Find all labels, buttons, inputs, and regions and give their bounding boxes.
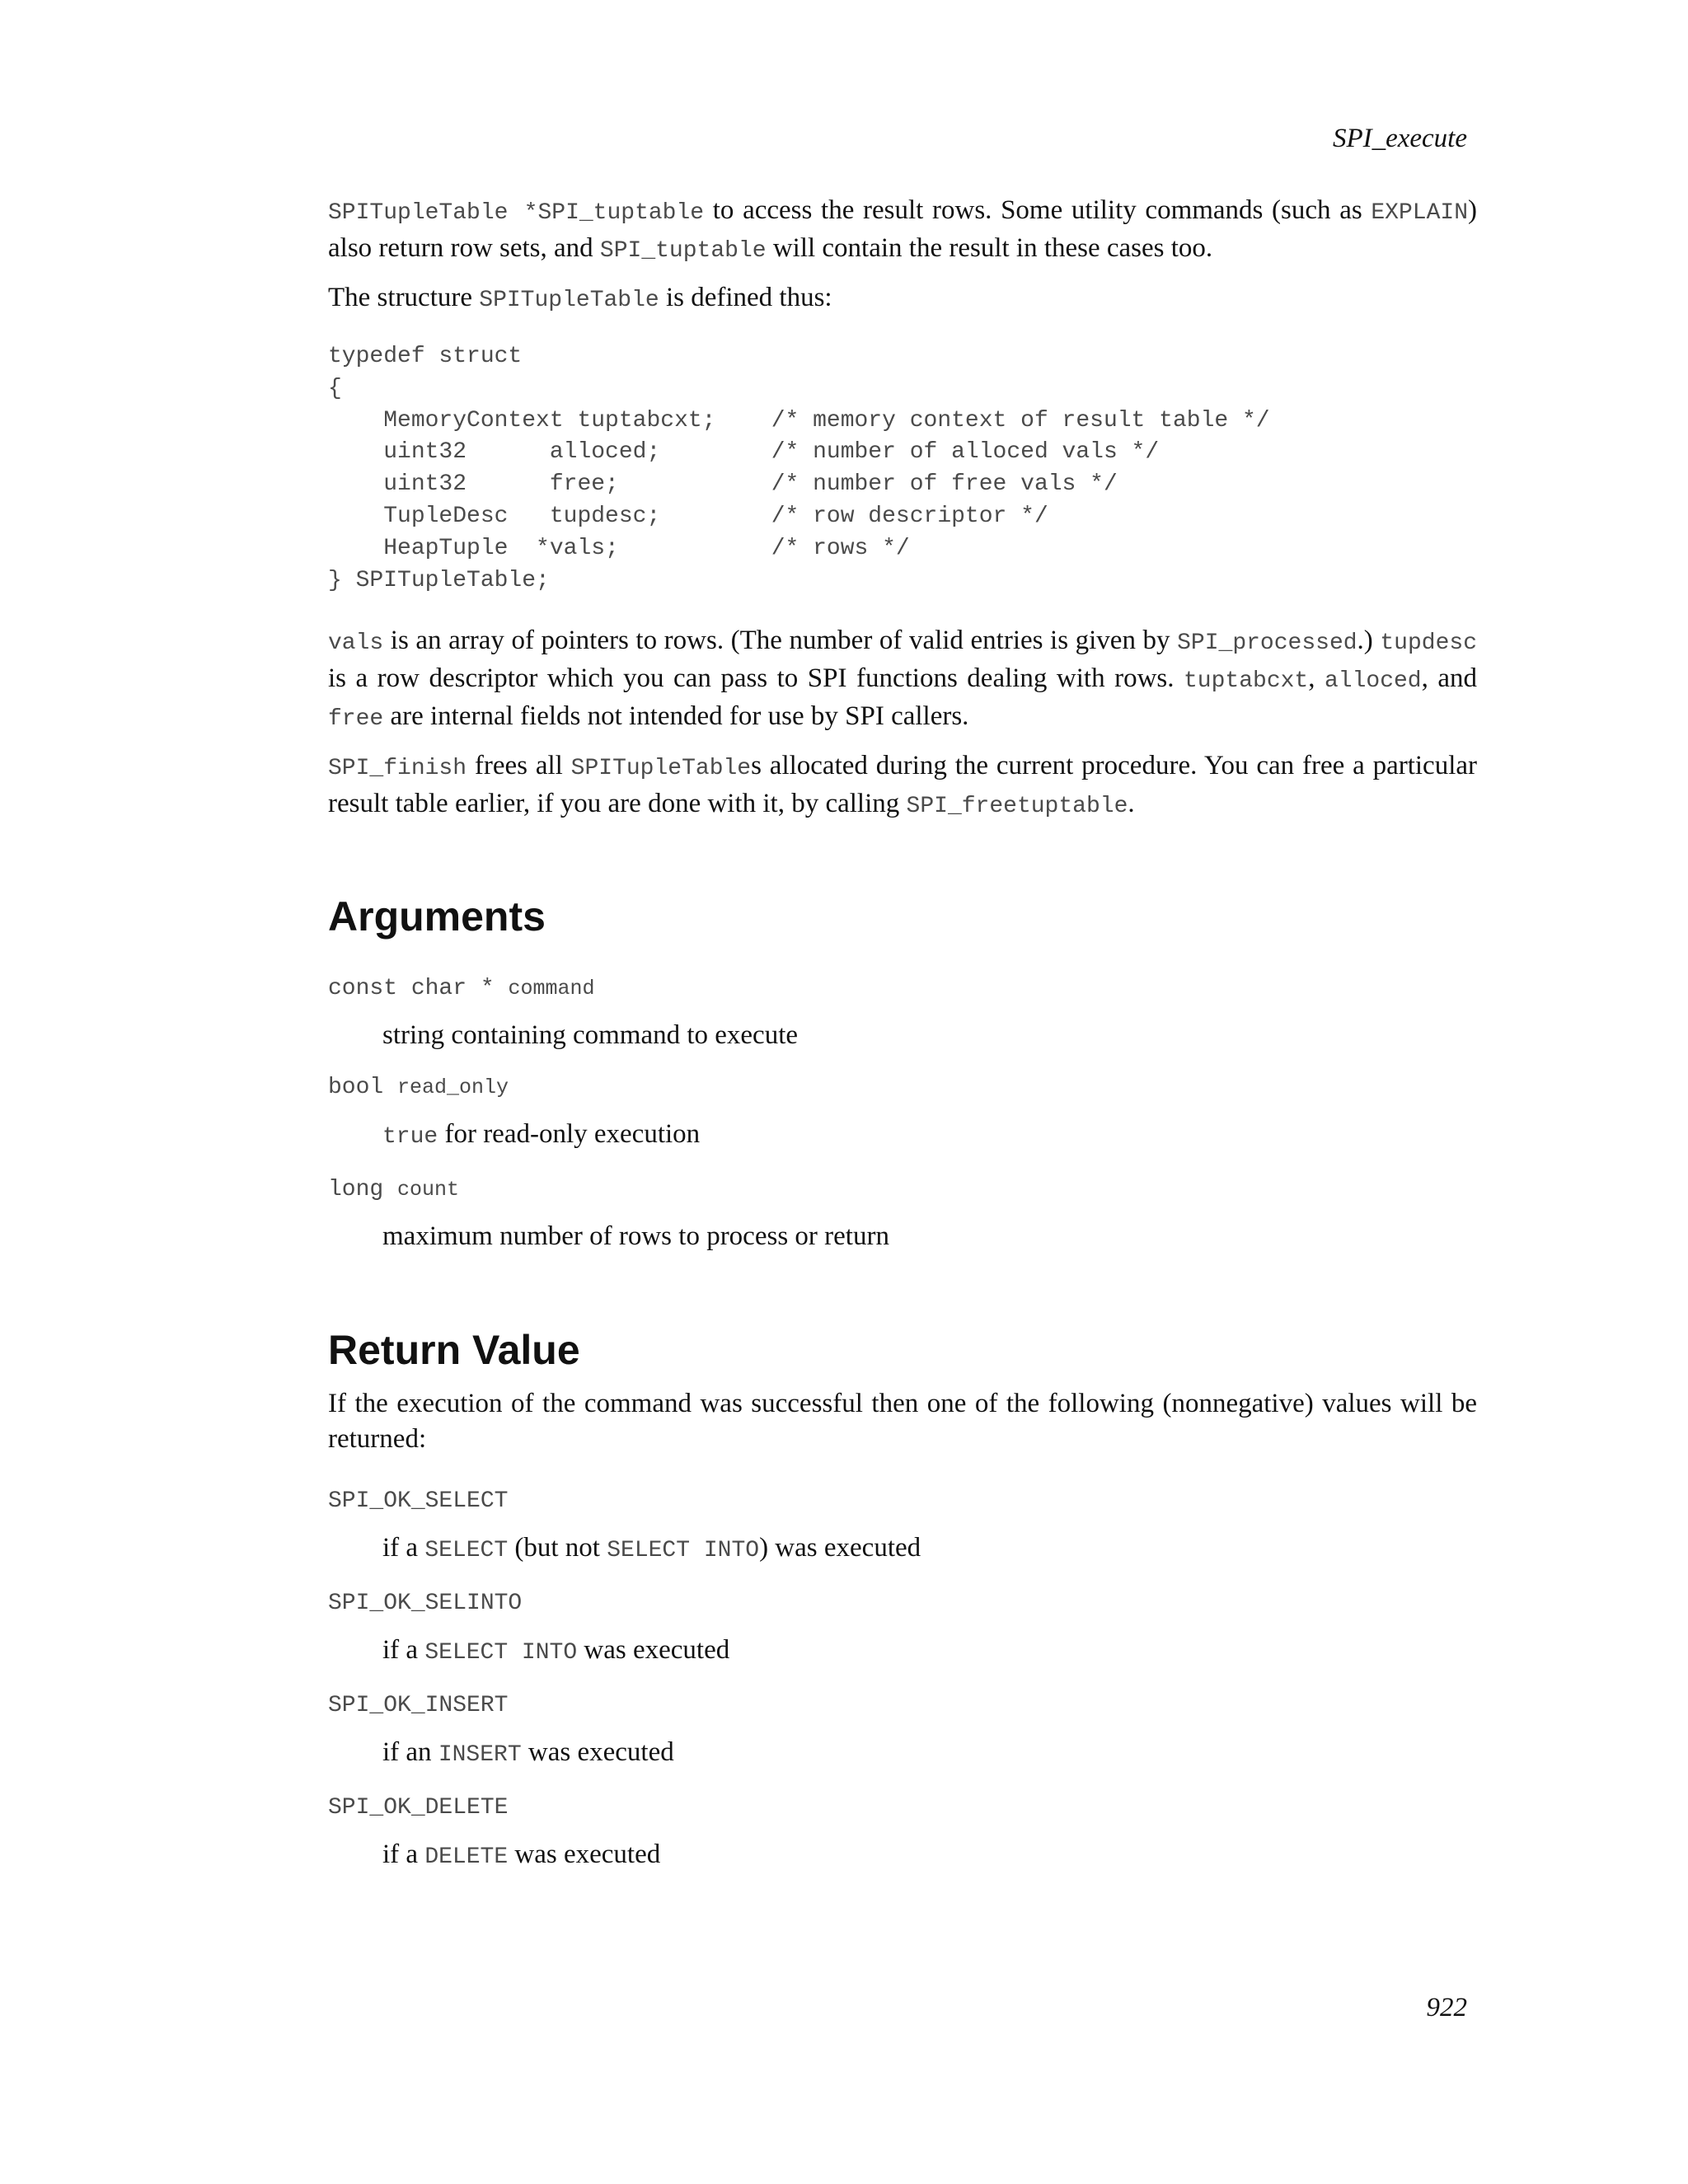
argument-term: const char * command <box>328 976 595 1002</box>
inline-code: SPITupleTable <box>570 756 752 782</box>
inline-code: SPITupleTable *SPI_tuptable <box>328 200 705 226</box>
inline-code: vals <box>328 630 384 657</box>
inline-code: SELECT <box>424 1538 509 1564</box>
inline-code: INSERT <box>438 1742 522 1769</box>
return-value-description: if a SELECT INTO was executed <box>382 1635 730 1666</box>
inline-code: alloced <box>1324 668 1422 695</box>
inline-code: EXPLAIN <box>1371 200 1468 226</box>
inline-code: SELECT INTO <box>424 1640 578 1666</box>
inline-code: free <box>328 706 384 733</box>
return-value-description: if a DELETE was executed <box>382 1840 661 1871</box>
argument-description: string containing command to execute <box>382 1020 799 1051</box>
inline-code: SPI_freetuptable <box>906 794 1128 820</box>
intro-paragraph-2: The structure SPITupleTable is defined thus: <box>328 283 832 313</box>
intro-paragraph-4: SPI_finish frees all SPITupleTables allocated during the current procedure. You can free a particular result table earlier, if you are done with it, by calling SPI_freetuptable. <box>328 751 1477 820</box>
inline-code: DELETE <box>424 1844 509 1871</box>
return-value-description: if a SELECT (but not SELECT INTO) was executed <box>382 1533 921 1564</box>
return-value-term: SPI_OK_SELECT <box>328 1488 509 1515</box>
intro-paragraph-3: vals is an array of pointers to rows. (The number of valid entries is given by SPI_processed.) tupdesc is a row descriptor which you can pass to SPI functions dealing with rows. tuptabcxt, alloced, and free are internal fields not intended for use by SPI callers. <box>328 626 1477 733</box>
return-value-term: SPI_OK_SELINTO <box>328 1591 523 1617</box>
inline-code: SPI_tuptable <box>599 238 767 264</box>
return-value-term: SPI_OK_DELETE <box>328 1795 509 1821</box>
argument-description: true for read-only execution <box>382 1119 701 1151</box>
return-value-description: if an INSERT was executed <box>382 1737 674 1769</box>
arguments-list <box>328 974 1477 1254</box>
inline-code: SPI_processed <box>1177 630 1357 657</box>
return-value-term: SPI_OK_INSERT <box>328 1693 509 1719</box>
inline-code: true <box>382 1124 438 1151</box>
arguments-heading: Arguments <box>328 893 546 940</box>
argument-term: long count <box>328 1177 460 1203</box>
page-number: 922 <box>1426 1993 1467 2022</box>
argument-description: maximum number of rows to process or return <box>382 1221 889 1252</box>
return-value-intro: If the execution of the command was successful then one of the following (nonnegative) values will be returned: <box>328 1389 1477 1455</box>
inline-code: tupdesc <box>1380 630 1477 657</box>
struct-code-block: typedef struct { MemoryContext tuptabcxt; /* memory context of result table */ uint32 alloced; /* number of alloced vals */ uint32 free; /* number of free vals */ TupleDesc tupdesc; /* row descriptor */ HeapTuple *vals; /* rows */ } SPITupleTable; <box>328 344 1270 593</box>
return-values-list <box>328 1487 1477 1876</box>
intro-paragraph-1: SPITupleTable *SPI_tuptable to access the result rows. Some utility commands (such as EXPLAIN) also return row sets, and SPI_tuptable will contain the result in these cases too. <box>328 195 1477 264</box>
inline-code: SELECT INTO <box>607 1538 760 1564</box>
argument-term: bool read_only <box>328 1075 509 1101</box>
running-header: SPI_execute <box>1332 124 1467 153</box>
return-value-heading: Return Value <box>328 1327 580 1374</box>
inline-code: tuptabcxt <box>1184 668 1309 695</box>
inline-code: SPITupleTable <box>479 288 659 313</box>
page-content <box>328 193 1477 1896</box>
inline-code: SPI_finish <box>328 756 467 782</box>
